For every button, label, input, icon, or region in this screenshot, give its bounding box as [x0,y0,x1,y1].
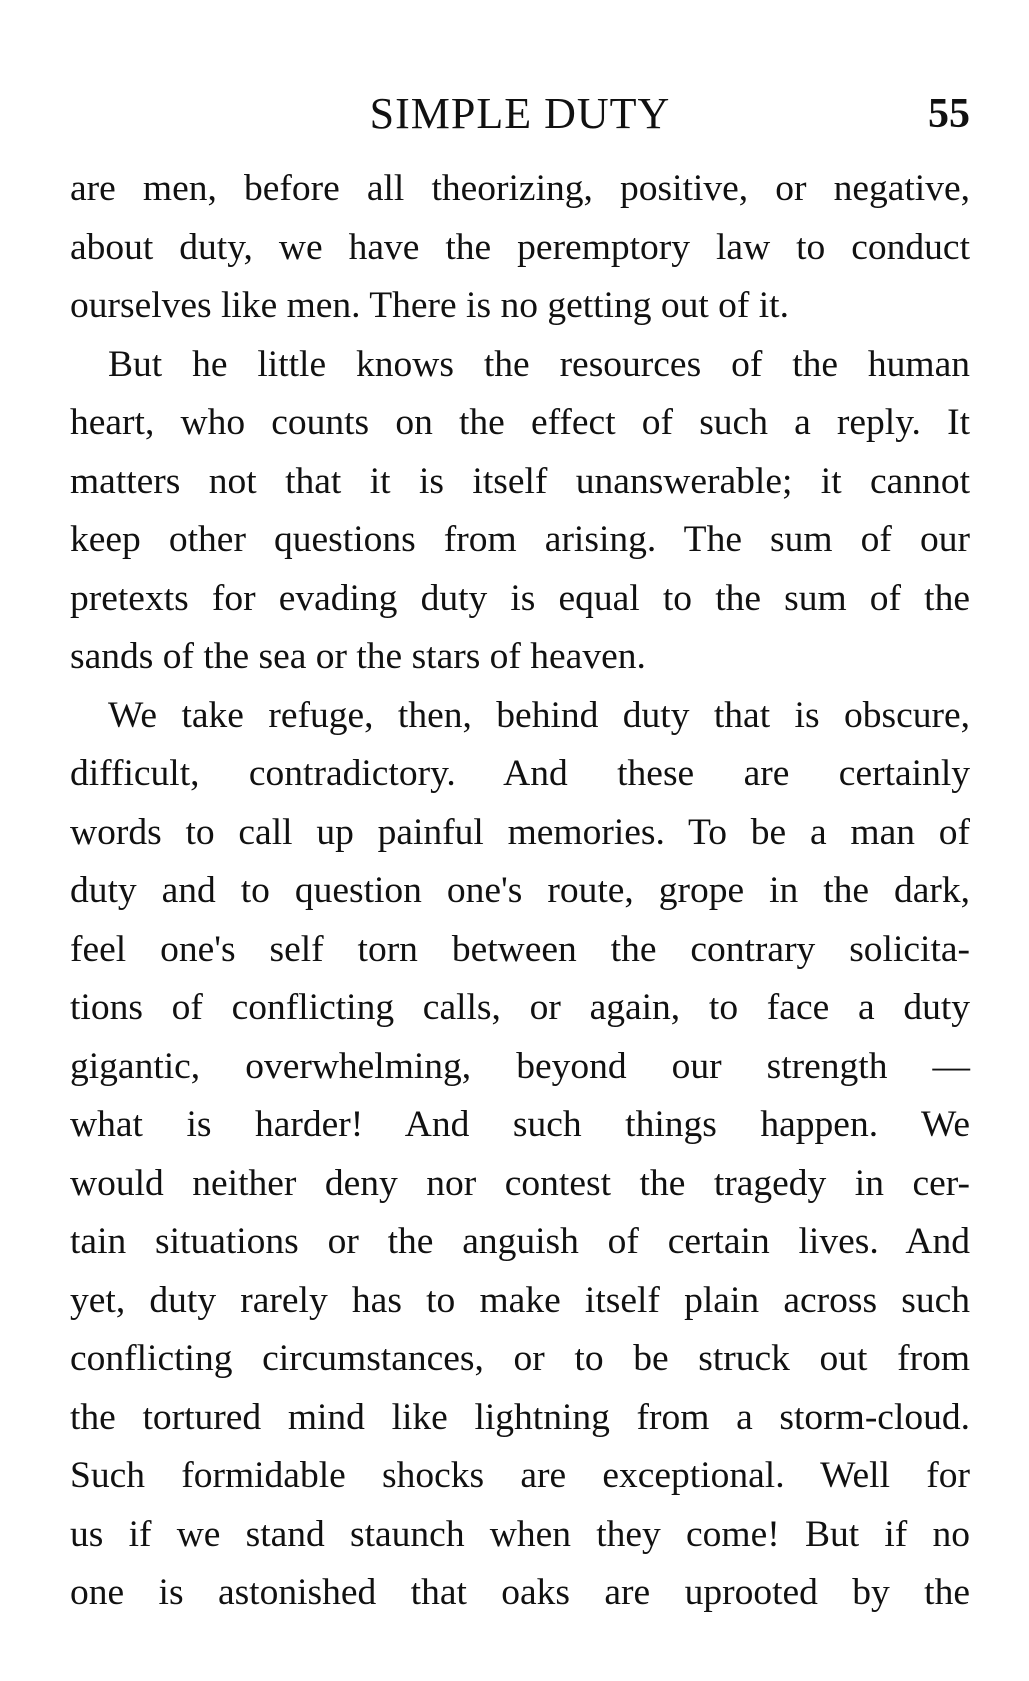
text-line: one is astonished that oaks are uprooted by the [70,1572,970,1613]
text-line: would neither deny nor contest the tragedy in cer- [70,1162,970,1204]
text-line: keep other questions from arising. The sum of our [70,519,970,560]
text-line: ourselves like men. There is no getting out of it. [70,285,789,326]
text-line: duty and to question one's route, grope in the dark, [70,870,970,911]
text-line: Such formidable shocks are exceptional. Well for [70,1455,970,1496]
text-line: gigantic, overwhelming, beyond our strength — [70,1045,970,1087]
text-line: difficult, contradictory. And these are certainly [70,753,970,794]
text-line: words to call up painful memories. To be a man of [70,811,970,853]
text-line: feel one's self torn between the contrary solicita- [70,928,970,970]
text-line: heart, who counts on the effect of such a reply. It [70,402,970,443]
text-line: what is harder! And such things happen. We [70,1104,970,1145]
text-line: are men, before all theorizing, positive, or negative, [70,168,970,209]
running-head-title: SIMPLE DUTY [369,89,671,138]
text-line: tions of conflicting calls, or again, to face a duty [70,987,970,1028]
text-line: the tortured mind like lightning from a storm-cloud. [70,1396,970,1438]
text-line: us if we stand staunch when they come! But if no [70,1513,970,1555]
text-line: tain situations or the anguish of certain lives. And [70,1221,970,1262]
text-line: conflicting circumstances, or to be struck out from [70,1338,970,1379]
text-line: about duty, we have the peremptory law to conduct [70,226,970,268]
page-number: 55 [928,91,970,137]
text-line: matters not that it is itself unanswerable; it cannot [70,460,970,502]
body-text [70,160,970,1623]
text-line: yet, duty rarely has to make itself plain across such [70,1279,970,1321]
text-line: sands of the sea or the stars of heaven. [70,636,646,677]
paragraph-start-line: But he little knows the resources of the human [108,343,970,385]
paragraph-start-line: We take refuge, then, behind duty that is obscure, [108,694,970,736]
running-head [70,84,970,144]
text-line: pretexts for evading duty is equal to the sum of the [70,577,970,619]
